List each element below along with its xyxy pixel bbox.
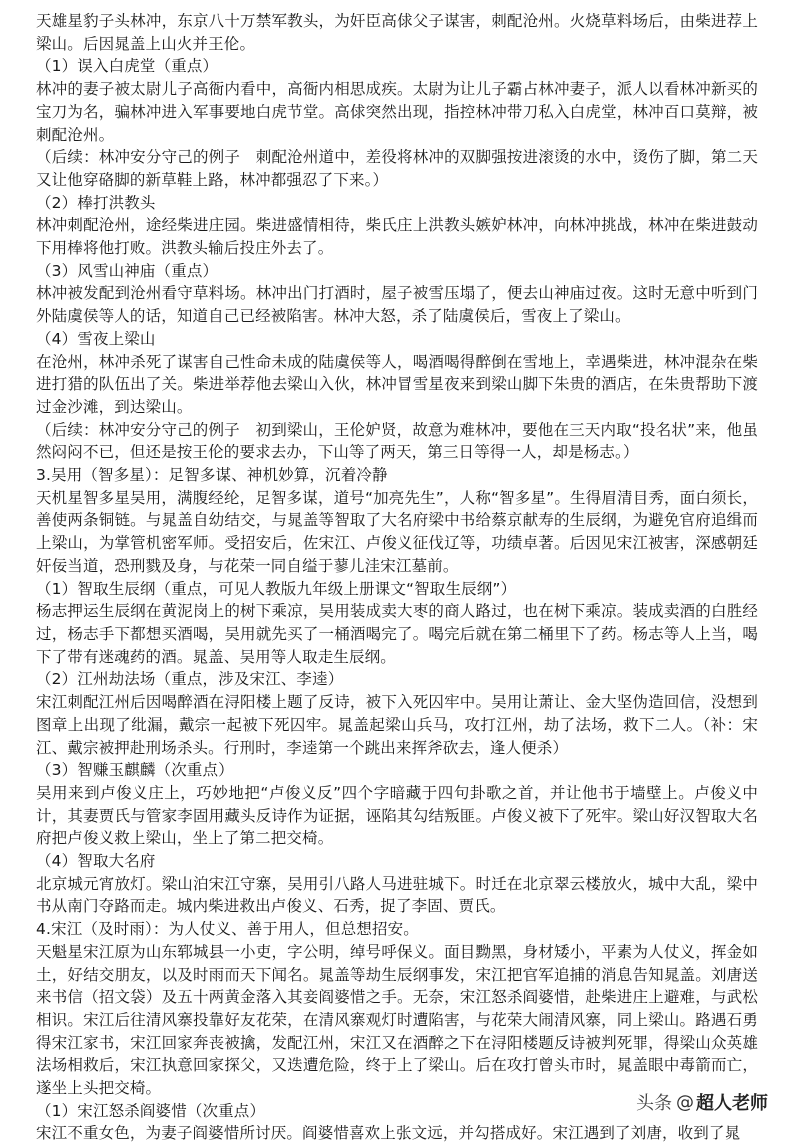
paragraph-lin-chong-intro: 天雄星豹子头林冲，东京八十万禁军教头，为奸臣高俅父子谋害，刺配沧州。火烧草料场后，由柴进荐上梁山。后因晁盖上山火并王伦。 — [36, 12, 758, 53]
watermark-author: 超人老师 — [696, 1093, 768, 1114]
heading-beat-hong: （2）棒打洪教头 — [36, 193, 156, 212]
heading-white-tiger-hall: （1）误入白虎堂（重点） — [36, 57, 219, 76]
paragraph-beat-hong: 林冲刺配沧州，途经柴进庄园。柴进盛情相待，柴氏庄上洪教头嫉妒林冲，向林冲挑战，林冲在柴进鼓动下用棒将他打败。洪教头输后投庄外去了。 — [36, 216, 758, 258]
heading-mountain-temple: （3）风雪山神庙（重点） — [36, 261, 219, 280]
heading-daming: （4）智取大名府 — [36, 852, 156, 871]
paragraph-white-tiger-hall: 林冲的妻子被太尉儿子高衙内看中，高衙内相思成疾。太尉为让儿子霸占林冲妻子，派人以看林冲新买的宝刀为名，骗林冲进入军事要地白虎节堂。高俅突然出现，指控林冲带刀私入白虎堂，林冲百口莫辩，被刺配沧州。 — [36, 80, 758, 144]
paragraph-jiangzhou: 宋江刺配江州后因喝醉酒在浔阳楼上题了反诗，被下入死囚牢中。吴用让萧让、金大坚伪造回信，没想到图章上出现了纰漏，戴宗一起被下死囚牢。晁盖起梁山兵马，攻打江州，劫了法场，救下二人。（补：宋江、戴宗被押赴刑场杀头。行刑时，李逵第一个跳出来挥斧砍去，逢人便杀） — [36, 693, 758, 757]
toutiao-logo-icon: 头条 — [636, 1093, 672, 1114]
heading-wu-yong: 3.吴用（智多星）：足智多谋、神机妙算，沉着冷静 — [36, 466, 388, 485]
paragraph-birthday-gifts: 杨志押运生辰纲在黄泥岗上的树下乘凉，吴用装成卖大枣的商人路过，也在树下乘凉。装成卖酒的白胜经过，杨志手下都想买酒喝，吴用就先买了一桶酒喝完了。喝完后就在第二桶里下了药。杨志等人上当，喝下了带有迷魂药的酒。晁盖、吴用等人取走生辰纲。 — [36, 602, 758, 666]
heading-snow-night: （4）雪夜上梁山 — [36, 329, 156, 348]
watermark-at: @ — [676, 1091, 694, 1113]
watermark — [632, 1089, 772, 1115]
heading-yan-poxi: （1）宋江怒杀阎婆惜（次重点） — [36, 1101, 266, 1120]
heading-birthday-gifts: （1）智取生辰纲（重点，可见人教版九年级上册课文“智取生辰纲”） — [36, 579, 517, 598]
paragraph-follow-up-2: （后续：林冲安分守己的例子 初到梁山，王伦妒贤，故意为难林冲，要他在三天内取“投名状”来，他虽然闷闷不已，但还是按王伦的要求去办，下山等了两天，第三日等得一人，却是杨志。） — [36, 420, 758, 462]
paragraph-song-jiang-intro: 天魁星宋江原为山东郓城县一小吏，字公明，绰号呼保义。面目黝黑，身材矮小，平素为人仗义，挥金如土，好结交朋友，以及时雨而天下闻名。晁盖等劫生辰纲事发，宋江把官军追捕的消息告知晁盖。刘唐送来书信（招文袋）及五十两黄金落入其妾阎婆惜之手。无奈，宋江怒杀阎婆惜，赴柴进庄上避难，与武松相识。宋江后往清风寨投靠好友花荣，在清风寨观灯时遭陷害，与花荣大闹清风寨，同上梁山。路遇石勇得宋江家书，宋江回家奔丧被擒，发配江州，宋江又在酒醉之下在浔阳楼题反诗被判死罪，得梁山众英雄法场相救后，宋江执意回家探父，又迭遭危险，终于上了梁山。后在攻打曾头市时，晁盖眼中毒箭而亡，遂坐上头把交椅。 — [36, 942, 758, 1098]
paragraph-follow-up-1: （后续：林冲安分守己的例子 刺配沧州道中，差役将林冲的双脚强按进滚烫的水中，烫伤了脚，第二天又让他穿硌脚的新草鞋上路，林冲都强忍了下来。） — [36, 148, 758, 189]
paragraph-snow-night: 在沧州，林冲杀死了谋害自己性命未成的陆虞侯等人，喝酒喝得醉倒在雪地上，幸遇柴进，林冲混杂在柴进打猎的队伍出了关。柴进举荐他去梁山入伙，林冲冒雪星夜来到梁山脚下朱贵的酒店，在朱贵帮助下渡过金沙滩，到达梁山。 — [36, 352, 758, 416]
heading-jiangzhou: （2）江州劫法场（重点，涉及宋江、李逵） — [36, 670, 344, 689]
heading-song-jiang: 4.宋江（及时雨）：为人仗义、善于用人，但总想招安。 — [36, 920, 419, 939]
heading-jade-qilin: （3）智赚玉麒麟（次重点） — [36, 761, 234, 780]
paragraph-wu-yong-intro: 天机星智多星吴用，满腹经纶，足智多谋，道号“加亮先生”，人称“智多星”。生得眉清目秀，面白须长，善使两条铜链。与晁盖自幼结交，与晁盖等智取了大名府梁中书给蔡京献寿的生辰纲，为避免官府追缉而上梁山，为掌管机密军师。受招安后，佐宋江、卢俊义征伐辽等，功绩卓著。后因见宋江被害，深感朝廷奸佞当道，恐刑戮及身，与花荣一同自缢于蓼儿洼宋江墓前。 — [36, 488, 758, 575]
paragraph-yan-poxi: 宋江不重女色，为妻子阎婆惜所讨厌。阎婆惜喜欢上张文远，并勾搭成好。宋江遇到了刘唐，收到了晁 — [36, 1124, 741, 1143]
paragraph-daming: 北京城元宵放灯。梁山泊宋江守寨，吴用引八路人马进驻城下。时迁在北京翠云楼放火，城中大乱，梁中书从南门夺路而走。城内柴进救出卢俊义、石秀，捉了李固、贾氏。 — [36, 874, 758, 916]
paragraph-mountain-temple: 林冲被发配到沧州看守草料场。林冲出门打酒时，屋子被雪压塌了，便去山神庙过夜。这时无意中听到门外陆虞侯等人的话，知道自己已经被陷害。林冲大怒，杀了陆虞侯后，雪夜上了梁山。 — [36, 284, 758, 326]
paragraph-jade-qilin: 吴用来到卢俊义庄上，巧妙地把“卢俊义反”四个字暗藏于四句卦歌之首，并让他书于墙壁上。卢俊义中计，其妻贾氏与管家李固用藏头反诗作为证据，诬陷其勾结叛匪。卢俊义被下了死牢。梁山好汉智取大名府把卢俊义救上梁山，坐上了第二把交椅。 — [36, 783, 758, 848]
